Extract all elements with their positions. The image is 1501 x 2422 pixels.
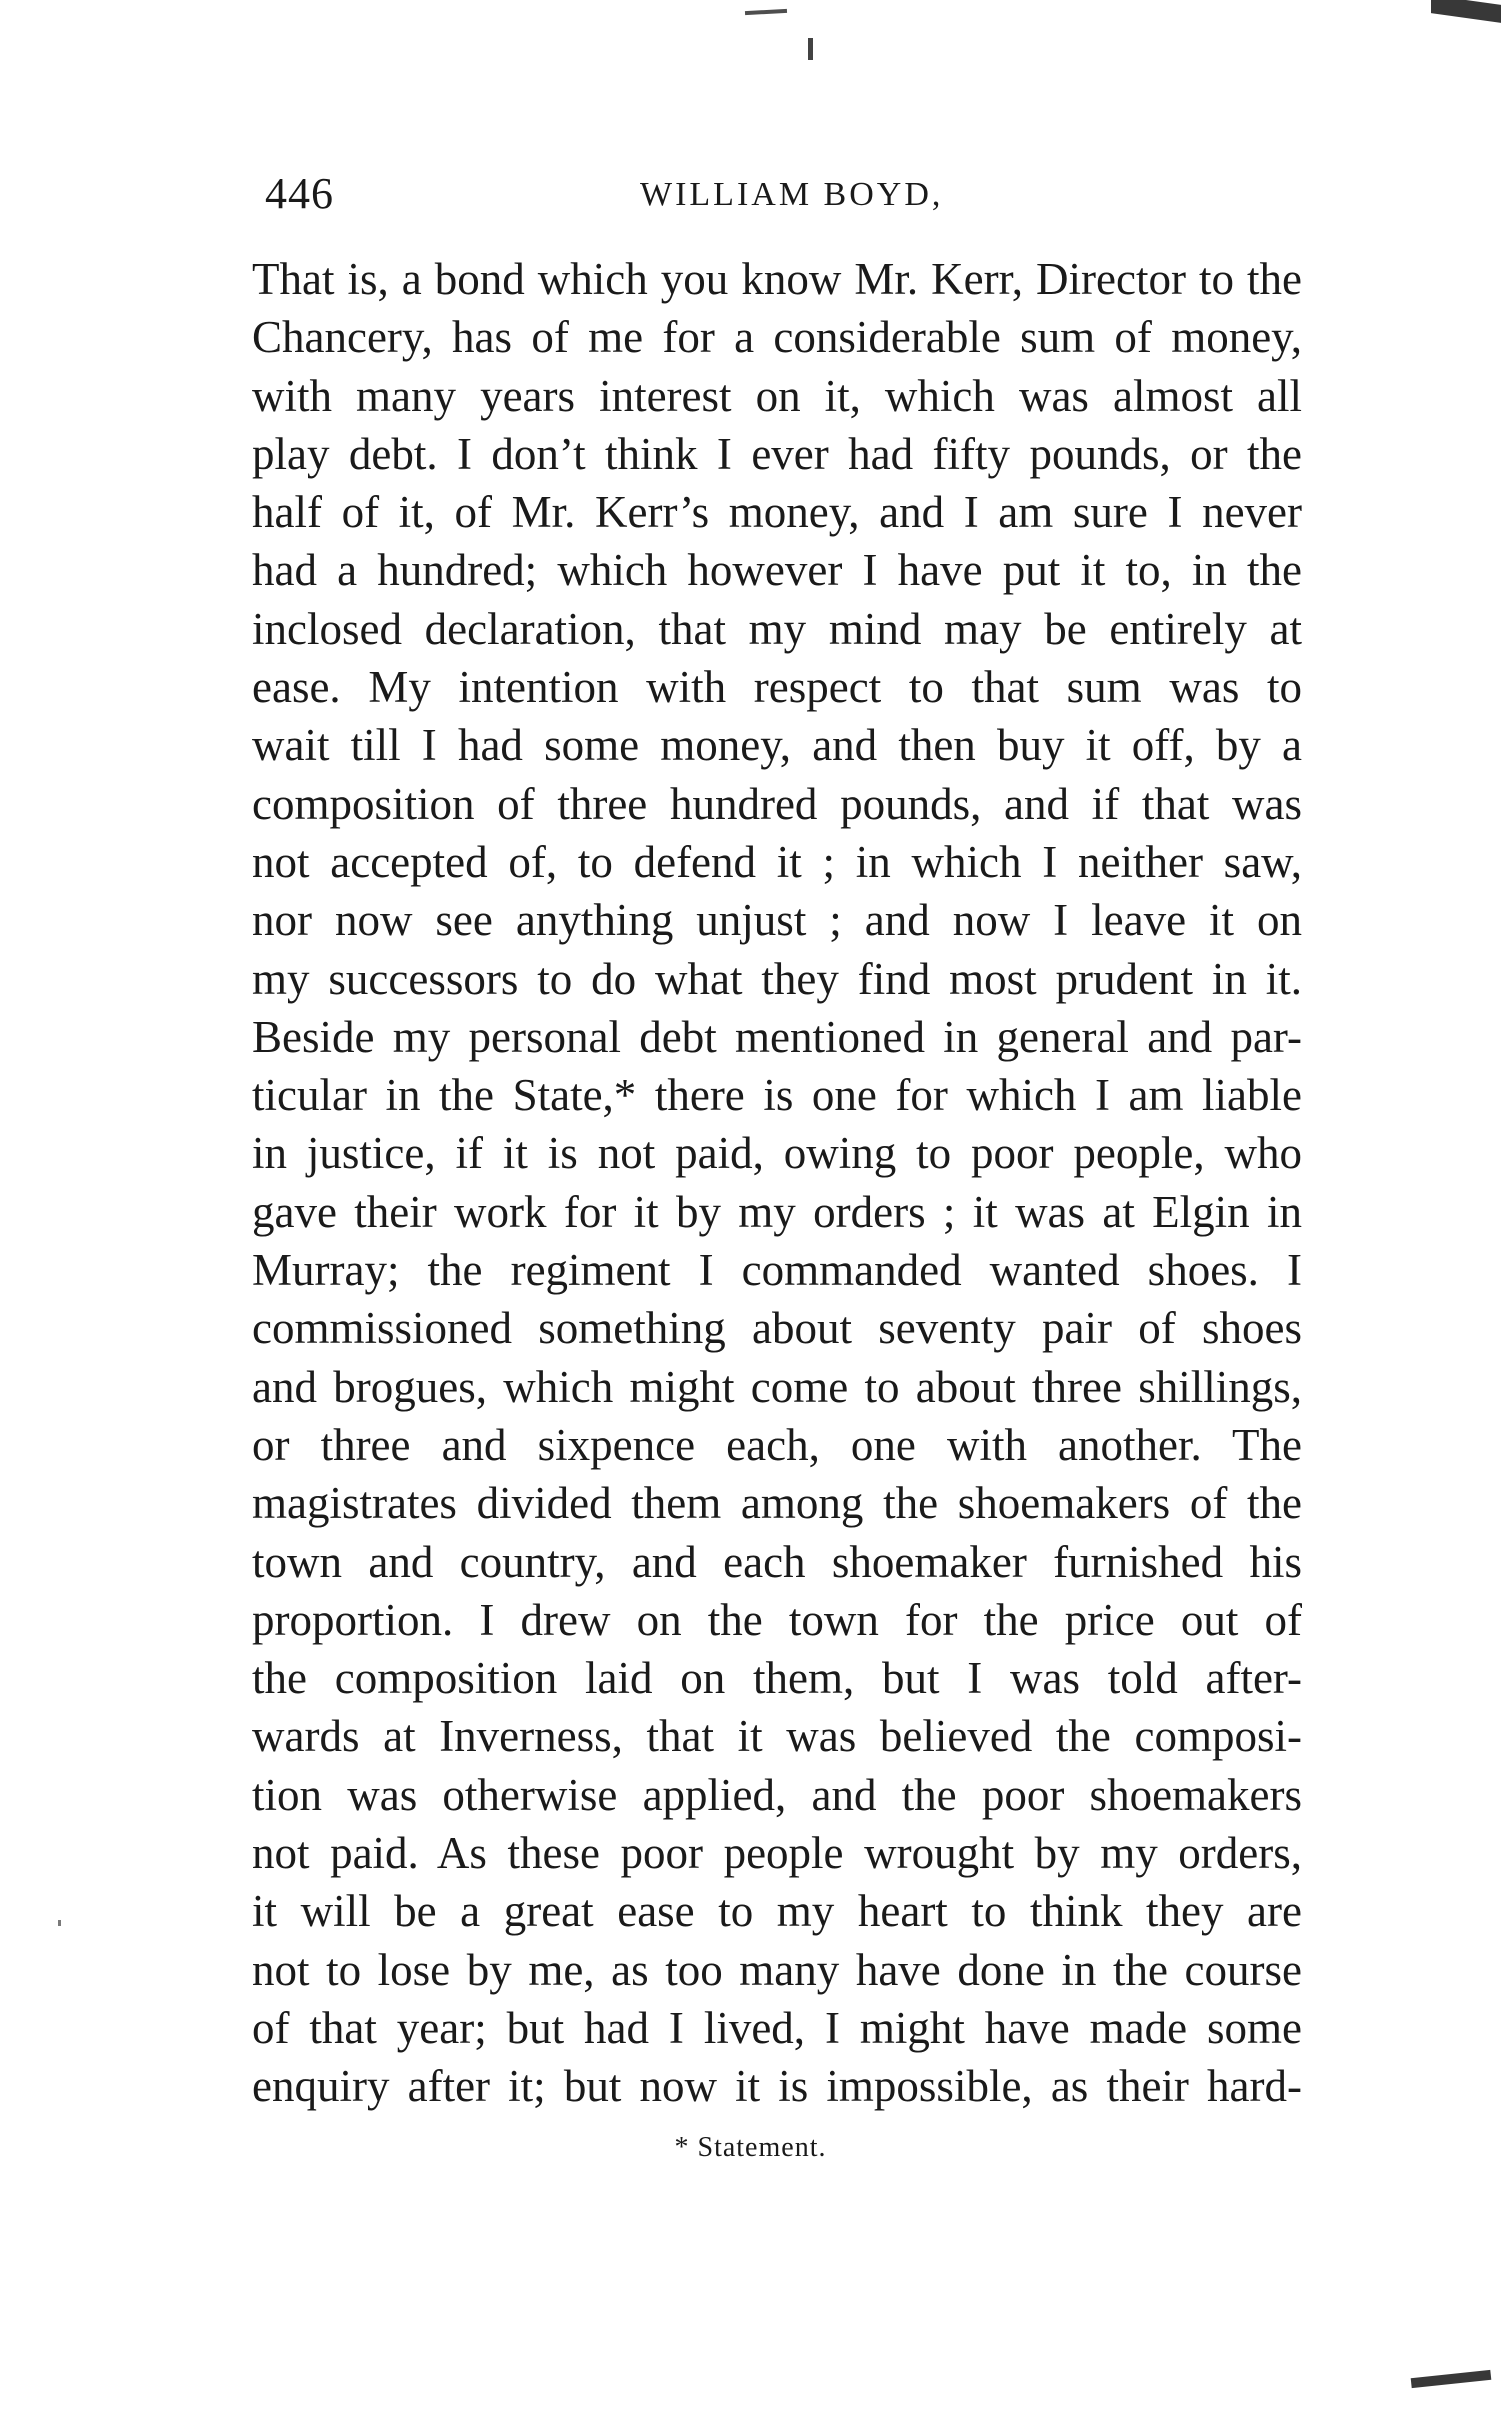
text-line: Murray; the regiment I commanded wanted shoes. I <box>252 1245 1302 1296</box>
text-line: or three and sixpence each, one with another. The <box>252 1419 1302 1470</box>
scan-artifact <box>58 1920 61 1926</box>
text-line: commissioned something about seventy pair of shoes <box>252 1303 1302 1354</box>
text-line: with many years interest on it, which was almost all <box>252 370 1302 421</box>
text-line: of that year; but had I lived, I might have made some <box>252 2002 1302 2053</box>
footnote: * Statement. <box>674 2132 827 2163</box>
text-line: my successors to do what they find most prudent in it. <box>252 953 1302 1004</box>
text-line: wait till I had some money, and then buy it off, by a <box>252 720 1302 771</box>
text-line: proportion. I drew on the town for the price out of <box>252 1594 1302 1645</box>
page-number: 446 <box>265 169 334 218</box>
text-line: nor now see anything unjust ; and now I leave it on <box>252 895 1302 946</box>
text-line: it will be a great ease to my heart to think they are <box>252 1886 1302 1937</box>
text-line: had a hundred; which however I have put it to, in the <box>252 545 1302 596</box>
text-line: ease. My intention with respect to that sum was to <box>252 662 1302 713</box>
text-line: play debt. I don’t think I ever had fifty pounds, or the <box>252 428 1302 479</box>
running-header <box>265 168 1305 228</box>
text-line: not accepted of, to defend it ; in which I neither saw, <box>252 836 1302 887</box>
scan-artifact <box>808 38 813 60</box>
text-line: not to lose by me, as too many have done in the course <box>252 1944 1302 1995</box>
text-line: half of it, of Mr. Kerr’s money, and I am sure I never <box>252 487 1302 538</box>
text-line: magistrates divided them among the shoemakers of the <box>252 1478 1302 1529</box>
text-line: That is, a bond which you know Mr. Kerr, Director to the <box>252 254 1302 304</box>
text-line: enquiry after it; but now it is impossible, as their hard- <box>252 2061 1302 2112</box>
text-line: town and country, and each shoemaker furnished his <box>252 1536 1302 1587</box>
text-line: composition of three hundred pounds, and if that was <box>252 778 1302 829</box>
text-line: not paid. As these poor people wrought by my orders, <box>252 1828 1302 1879</box>
text-line: gave their work for it by my orders ; it was at Elgin in <box>252 1186 1302 1237</box>
scan-artifact <box>1411 2370 1492 2388</box>
running-title: WILLIAM BOYD, <box>640 176 944 213</box>
text-line: ticular in the State,* there is one for which I am liable <box>252 1070 1302 1121</box>
text-line: Chancery, has of me for a considerable sum of money, <box>252 312 1302 363</box>
text-line: inclosed declaration, that my mind may be entirely at <box>252 603 1302 654</box>
scan-artifact <box>1431 0 1501 23</box>
scan-artifact <box>745 9 787 15</box>
text-line: in justice, if it is not paid, owing to poor people, who <box>252 1128 1302 1179</box>
text-line: wards at Inverness, that it was believed the composi- <box>252 1711 1302 1762</box>
text-line: and brogues, which might come to about three shillings, <box>252 1361 1302 1412</box>
text-line: tion was otherwise applied, and the poor shoemakers <box>252 1769 1302 1820</box>
text-line: the composition laid on them, but I was told after- <box>252 1653 1302 1704</box>
body-text <box>252 250 1302 2116</box>
text-line: Beside my personal debt mentioned in general and par- <box>252 1011 1302 1062</box>
